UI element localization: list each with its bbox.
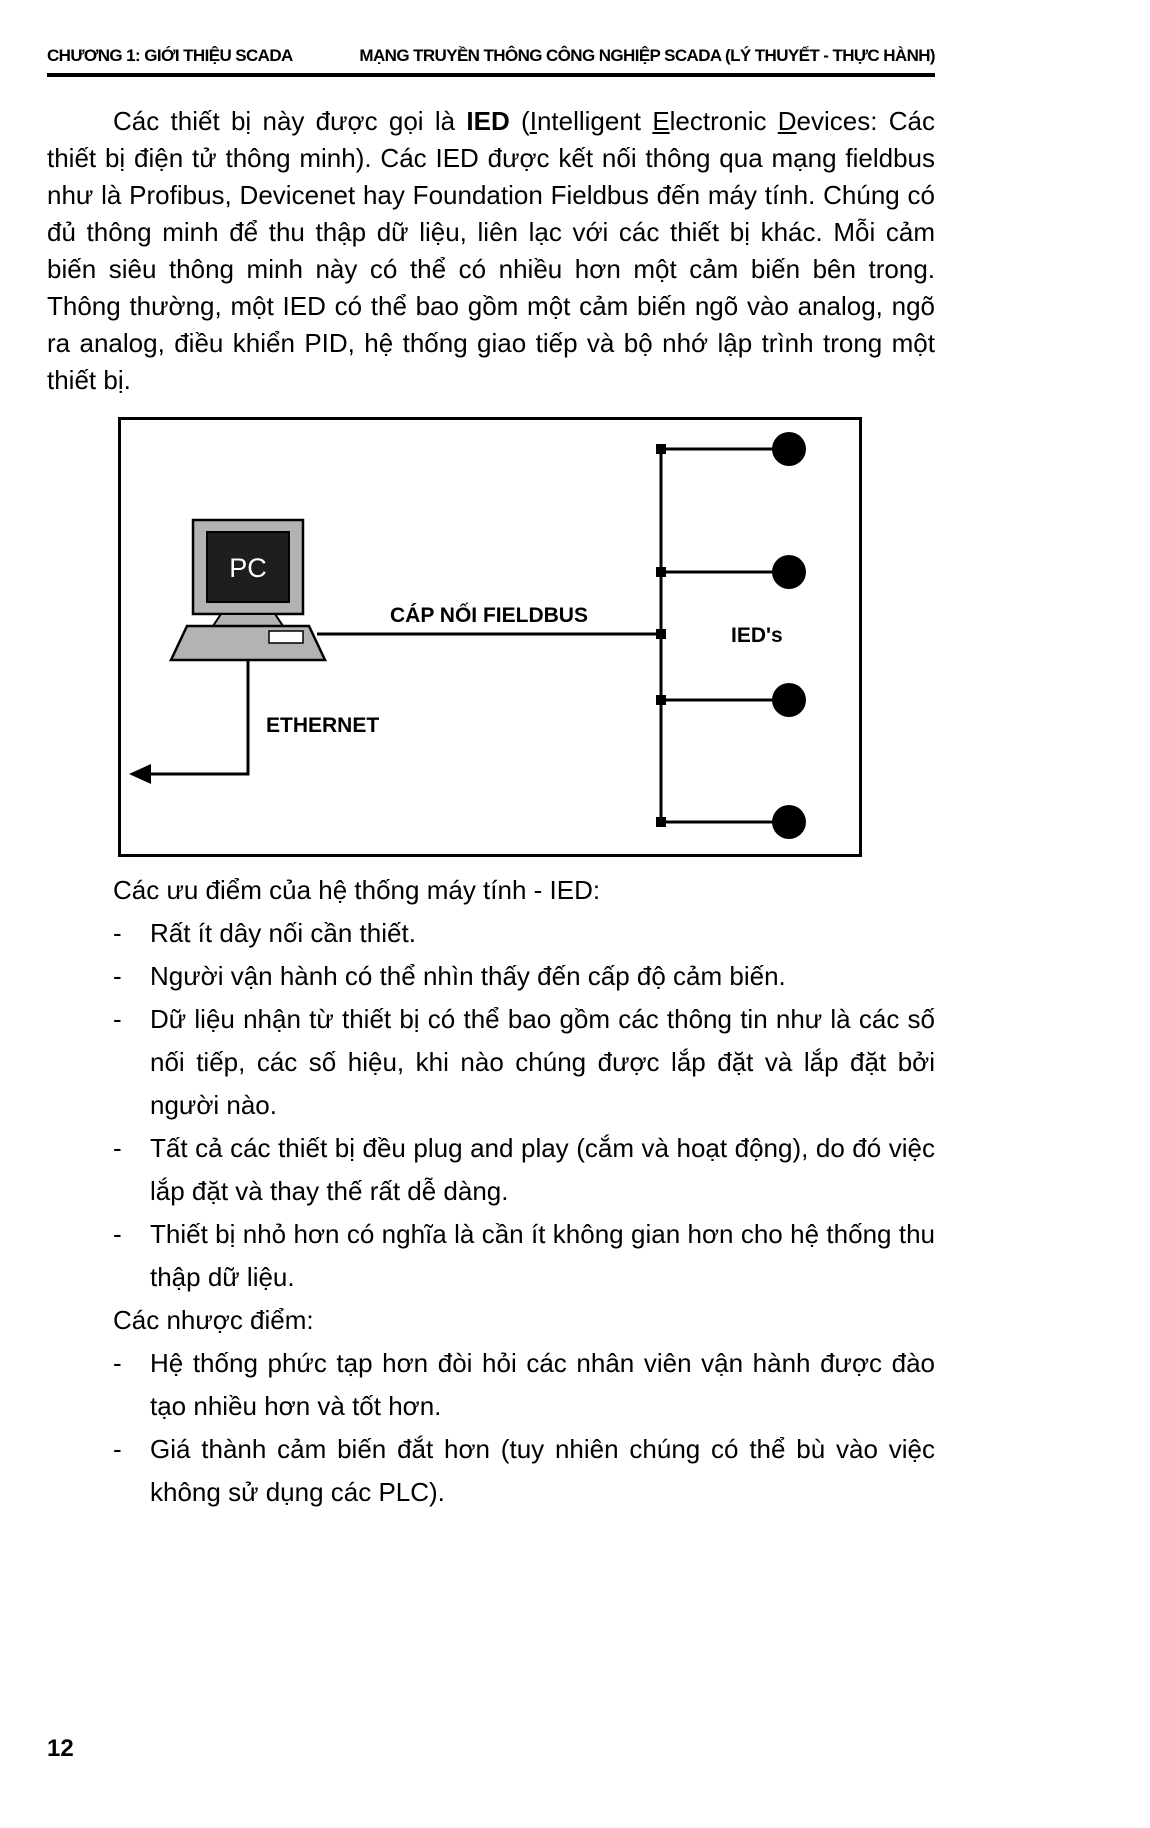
ethernet-line: [147, 660, 248, 774]
ied-node: [772, 432, 806, 466]
pc-label: PC: [229, 553, 267, 583]
ied-bold-text: IED: [466, 106, 510, 136]
bullet-text: Tất cả các thiết bị đều plug and play (cắm và hoạt động), do đó việc lắp đặt và thay thế rất dễ dàng.: [150, 1133, 935, 1206]
intro-text: (: [509, 106, 530, 136]
bullet-dash: -: [113, 961, 122, 991]
bullet-text: Hệ thống phức tạp hơn đòi hỏi các nhân viên vận hành được đào tạo nhiều hơn và tốt hơn.: [150, 1348, 935, 1421]
ied-node: [772, 805, 806, 839]
advantages-heading: Các ưu điểm của hệ thống máy tính - IED:: [113, 875, 601, 905]
bullet-text: Người vận hành có thể nhìn thấy đến cấp độ cảm biến.: [150, 961, 786, 991]
bullet-dash: -: [113, 1133, 122, 1163]
page-header: [47, 46, 935, 66]
bus-junction: [656, 695, 666, 705]
bullet-item: [113, 1127, 935, 1213]
header-rule: [47, 73, 935, 77]
ethernet-arrowhead-icon: [129, 764, 151, 784]
bus-junction: [656, 444, 666, 454]
ied-node: [772, 683, 806, 717]
book-title: MẠNG TRUYỀN THÔNG CÔNG NGHIỆP SCADA (LÝ THUYẾT - THỰC HÀNH): [359, 46, 935, 65]
bullet-text: Dữ liệu nhận từ thiết bị có thể bao gồm các thông tin như là các số nối tiếp, các số hiệu, khi nào chúng được lắp đặt và lắp đặt bởi người nào.: [150, 1004, 935, 1120]
bullet-dash: -: [113, 1004, 122, 1034]
intro-paragraph: [47, 103, 935, 399]
bullet-dash: -: [113, 1219, 122, 1249]
bullet-text: Thiết bị nhỏ hơn có nghĩa là cần ít không gian hơn cho hệ thống thu thập dữ liệu.: [150, 1219, 935, 1292]
fieldbus-label: CÁP NỐI FIELDBUS: [390, 604, 588, 627]
underlined-letter: D: [777, 106, 797, 136]
chapter-title: CHƯƠNG 1: GIỚI THIỆU SCADA: [47, 46, 293, 65]
pc-monitor-stand: [213, 614, 283, 626]
bullet-item: [113, 1213, 935, 1299]
ieds-label: IED's: [731, 624, 783, 647]
bullet-dash: -: [113, 1434, 122, 1464]
disadvantages-heading: Các nhược điểm:: [113, 1305, 314, 1335]
diagram-svg: [121, 420, 859, 854]
bullet-item: [113, 1428, 935, 1514]
ethernet-label: ETHERNET: [266, 714, 380, 737]
diagram-figure: [118, 417, 862, 857]
bullet-item: [113, 912, 935, 955]
pc-disk-slot: [269, 631, 303, 643]
underlined-letter: I: [529, 106, 537, 136]
bus-junction: [656, 567, 666, 577]
bus-junction: [656, 817, 666, 827]
intro-text: Các thiết bị này được gọi là: [113, 106, 467, 136]
bullet-item: [113, 1342, 935, 1428]
page-content: [47, 0, 935, 1514]
page-number: 12: [47, 1735, 74, 1762]
intro-text: lectronic: [669, 106, 778, 136]
ied-node: [772, 555, 806, 589]
bullet-dash: -: [113, 918, 122, 948]
intro-text: evices: Các thiết bị điện tử thông minh). Các IED được kết nối thông qua mạng fieldbus như là Profibus, Devicenet hay Foundation Fieldbus đến máy tính. Chúng có đủ thông minh để thu thập dữ liệu, liên lạc với các thiết bị khác. Mỗi cảm biến siêu thông minh này có thể có nhiều hơn một cảm biến bên trong. Thông thường, một IED có thể bao gồm một cảm biến ngõ vào analog, ngõ ra analog, điều khiển PID, hệ thống giao tiếp và bộ nhớ lập trình trong một thiết bị.: [47, 106, 935, 395]
underlined-letter: E: [652, 106, 670, 136]
bullet-text: Giá thành cảm biến đắt hơn (tuy nhiên chúng có thể bù vào việc không sử dụng các PLC).: [150, 1434, 935, 1507]
bullet-dash: -: [113, 1348, 122, 1378]
intro-text: ntelligent: [536, 106, 653, 136]
bullet-item: [113, 955, 935, 998]
bullet-item: [113, 998, 935, 1127]
bullet-text: Rất ít dây nối cần thiết.: [150, 918, 416, 948]
